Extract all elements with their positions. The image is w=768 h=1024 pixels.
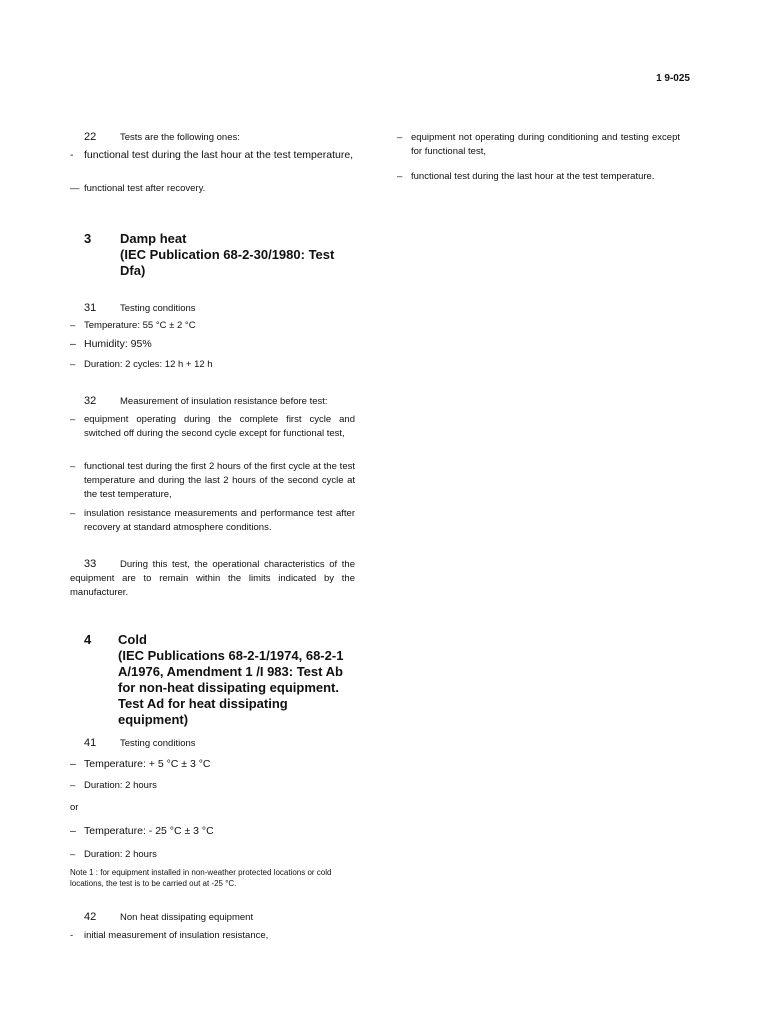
list-item-text: Duration: 2 hours — [84, 849, 157, 860]
list-item — [70, 929, 355, 943]
list-item-text: functional test during the last hour at the test temperature, — [84, 149, 354, 161]
bullet-dash: – — [70, 849, 76, 860]
list-item — [70, 460, 355, 502]
list-item — [70, 358, 355, 372]
note-1: Note 1 : for equipment installed in non-weather protected locations or cold locations, the test is to be carried out at -25 °C. — [70, 868, 332, 888]
list-item — [70, 848, 355, 862]
heading-line: Damp heat — [120, 231, 187, 246]
section-4-number: 4 — [84, 632, 92, 647]
list-item-text: Temperature: 55 °C ± 2 °C — [84, 320, 196, 331]
heading-line: Cold — [118, 632, 147, 647]
heading-line: A/1976, Amendment 1 /I 983: Test Ab — [118, 664, 343, 679]
list-item — [397, 131, 680, 159]
list-item — [70, 824, 355, 838]
list-item — [70, 148, 355, 162]
bullet-dash: – — [70, 825, 76, 837]
heading-line: (IEC Publications 68-2-1/1974, 68-2-1 — [118, 648, 344, 663]
list-item-text: initial measurement of insulation resistance, — [84, 930, 269, 941]
section-42-title: Non heat dissipating equipment — [120, 912, 254, 923]
list-item-text: functional test during the last hour at the test temperature. — [411, 171, 655, 182]
section-4-heading — [84, 632, 360, 728]
bullet-dash: – — [70, 461, 76, 472]
section-41-title: Testing conditions — [120, 738, 196, 749]
section-42-number: 42 — [84, 911, 97, 923]
section-3-number: 3 — [84, 231, 92, 246]
section-3-heading — [84, 231, 334, 279]
list-item-text: insulation resistance measurements and performance test after recovery at standard atmosphere conditions. — [84, 508, 355, 533]
list-item — [70, 757, 355, 771]
section-32-header — [84, 394, 328, 409]
list-item-text: equipment operating during the complete first cycle and switched off during the second cycle except for functional test, — [84, 414, 355, 439]
heading-line: Dfa) — [120, 263, 146, 278]
bullet-dash: – — [397, 132, 403, 143]
list-item-text: equipment not operating during conditioning and testing except for functional test, — [411, 132, 680, 157]
section-22-title: Tests are the following ones: — [120, 132, 240, 143]
heading-line: (IEC Publication 68-2-30/1980: Test — [120, 247, 335, 262]
list-item-text: Duration: 2 hours — [84, 780, 157, 791]
list-item — [70, 507, 355, 535]
section-31-number: 31 — [84, 302, 97, 314]
section-41-header — [84, 736, 196, 751]
section-33-number: 33 — [84, 558, 97, 570]
list-item — [70, 779, 355, 793]
list-item-text: functional test during the first 2 hours of the first cycle at the test temperature and during the last 2 hours of the second cycle at the test temperature, — [84, 461, 355, 500]
list-item-text: Humidity: 95% — [84, 338, 152, 350]
bullet-dash: – — [70, 508, 76, 519]
section-22-header — [84, 130, 240, 145]
or-text: or — [70, 802, 79, 813]
heading-line: for non-heat dissipating equipment. — [118, 680, 339, 695]
section-31-header — [84, 301, 196, 316]
bullet-dash: – — [70, 338, 76, 350]
bullet-dash: - — [70, 149, 74, 161]
list-item-text: functional test after recovery. — [84, 183, 206, 194]
section-33-paragraph — [70, 557, 355, 600]
list-item-text: Temperature: - 25 °C ± 3 °C — [84, 825, 214, 837]
list-item-text: Temperature: + 5 °C ± 3 °C — [84, 758, 211, 770]
section-41-number: 41 — [84, 737, 97, 749]
section-22-number: 22 — [84, 131, 97, 143]
list-item — [70, 319, 355, 333]
list-item-text: Duration: 2 cycles: 12 h + 12 h — [84, 359, 213, 370]
bullet-dash: – — [70, 780, 76, 791]
bullet-dash: — — [70, 183, 80, 194]
section-42-header — [84, 910, 253, 925]
section-32-title: Measurement of insulation resistance before test: — [120, 396, 328, 407]
section-32-number: 32 — [84, 395, 97, 407]
bullet-dash: – — [70, 414, 76, 425]
list-item — [70, 413, 355, 441]
page-number: 1 9-025 — [656, 73, 690, 84]
bullet-dash: – — [70, 320, 76, 331]
bullet-dash: – — [397, 171, 403, 182]
list-item — [70, 182, 355, 196]
section-31-title: Testing conditions — [120, 303, 196, 314]
bullet-dash: – — [70, 359, 76, 370]
list-item — [397, 170, 680, 184]
section-33-text: During this test, the operational characteristics of the equipment are to remain within the limits indicated by the manufacturer. — [70, 559, 355, 598]
list-item — [70, 337, 355, 351]
bullet-dash: - — [70, 930, 74, 941]
bullet-dash: – — [70, 758, 76, 770]
heading-line: Test Ad for heat dissipating equipment) — [118, 696, 288, 727]
